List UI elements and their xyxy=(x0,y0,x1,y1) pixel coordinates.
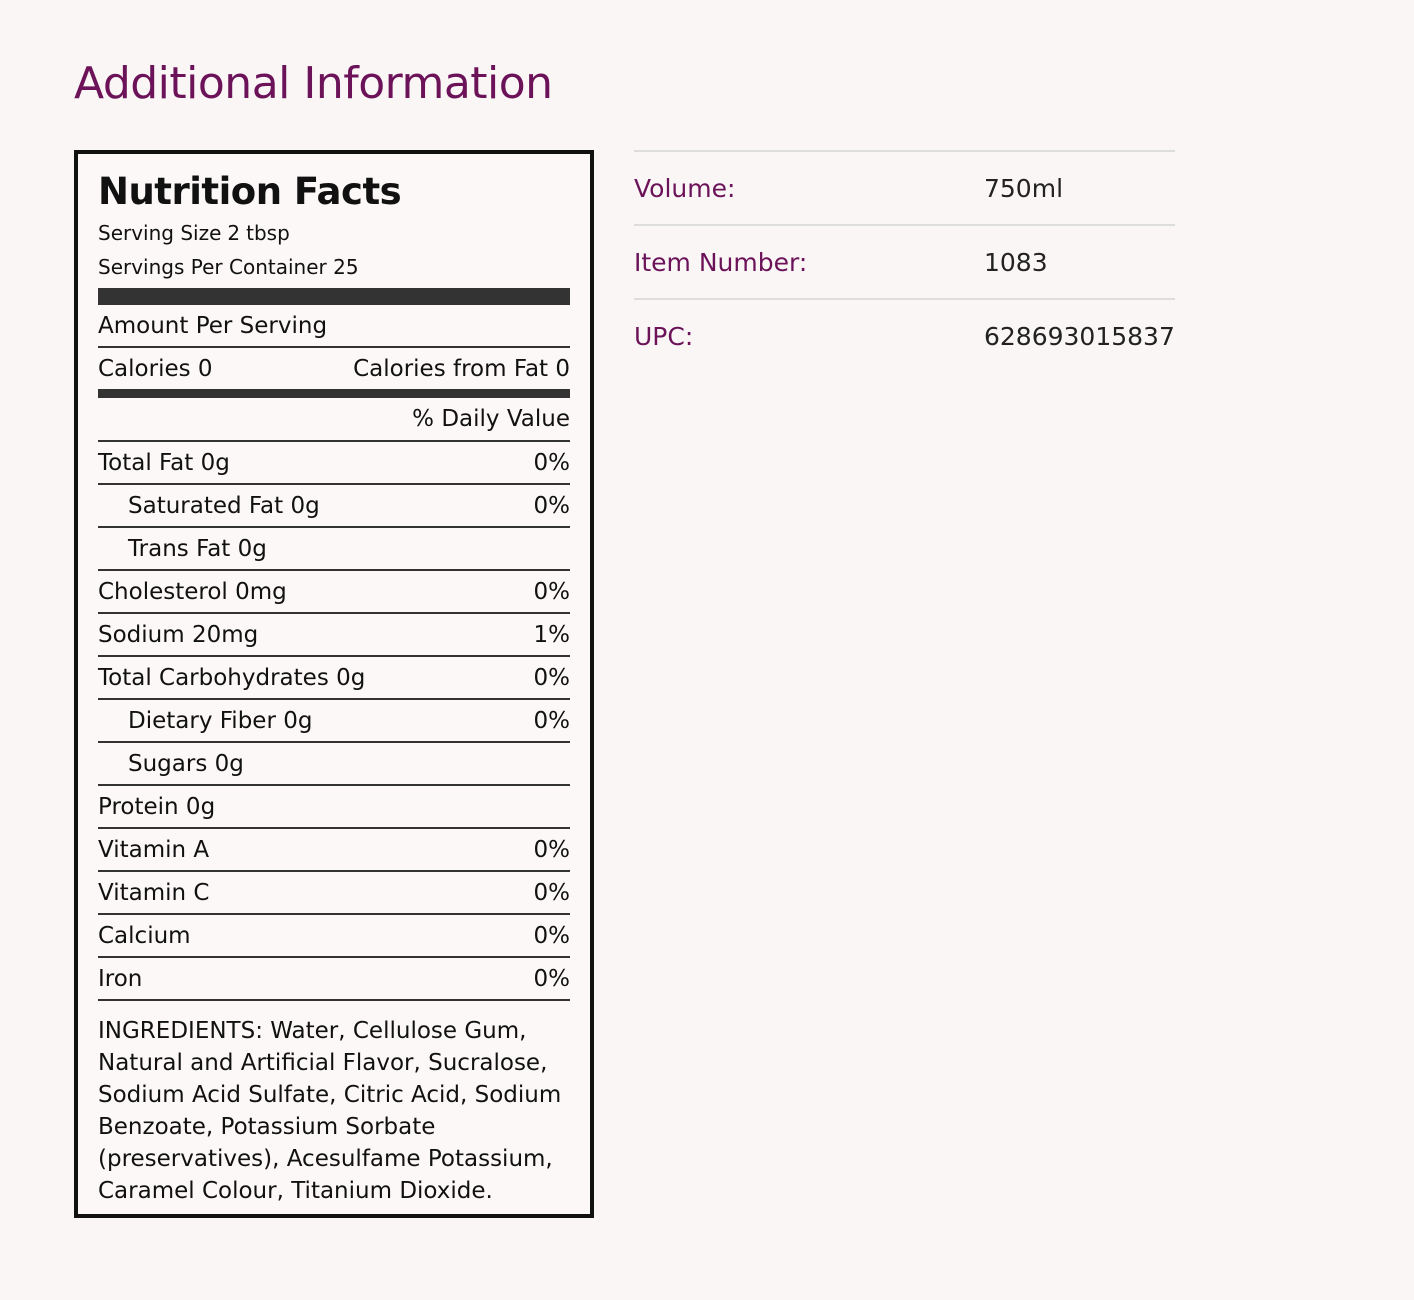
nutrient-row xyxy=(98,614,570,657)
nutrient-value: 0% xyxy=(533,922,570,949)
nutrient-label: Total Carbohydrates 0g xyxy=(98,664,366,691)
nutrient-label: Dietary Fiber 0g xyxy=(128,707,313,734)
nutrient-label: Sugars 0g xyxy=(128,750,244,777)
daily-value-header: % Daily Value xyxy=(412,406,570,432)
nutrient-value: 0% xyxy=(533,492,570,519)
nutrient-row xyxy=(98,915,570,958)
nutrient-label: Calcium xyxy=(98,922,191,949)
nutrient-row xyxy=(98,485,570,528)
nutrient-value: 1% xyxy=(533,621,570,648)
serving-size-label: Serving Size xyxy=(98,221,222,245)
servings-per-container: Servings Per Container 25 xyxy=(98,255,359,279)
info-value: 628693015837 xyxy=(984,321,1175,351)
serving-size-qty: 2 xyxy=(227,221,241,245)
info-row-upc xyxy=(634,300,1175,372)
page-title: Additional Information xyxy=(74,58,553,109)
nutrient-value: 0% xyxy=(533,879,570,906)
nutrient-value: 0% xyxy=(533,707,570,734)
calories-from-fat: Calories from Fat 0 xyxy=(353,355,570,382)
daily-value-header-row xyxy=(98,398,570,442)
nutrient-label: Saturated Fat 0g xyxy=(128,492,320,519)
info-row-item-number xyxy=(634,226,1175,300)
nutrient-value: 0% xyxy=(533,449,570,476)
nutrient-label: Vitamin A xyxy=(98,836,210,863)
info-label: Item Number: xyxy=(634,247,808,277)
nutrient-label: Sodium 20mg xyxy=(98,621,259,648)
serving-size xyxy=(98,216,570,250)
nutrient-row xyxy=(98,958,570,1001)
nutrient-row xyxy=(98,657,570,700)
nutrient-row xyxy=(98,442,570,485)
nutrient-row xyxy=(98,829,570,872)
nutrient-label: Trans Fat 0g xyxy=(128,535,267,562)
nutrient-row xyxy=(98,571,570,614)
calories: Calories 0 xyxy=(98,355,213,382)
nutrient-row xyxy=(98,872,570,915)
nutrition-facts-title: Nutrition Facts xyxy=(98,170,402,213)
nutrient-row xyxy=(98,700,570,743)
ingredients-text: INGREDIENTS: Water, Cellulose Gum, Natural and Artificial Flavor, Sucralose, Sodium Acid Sulfate, Citric Acid, Sodium Benzoate, Potassium Sorbate (preservatives), Acesulfame Potassium, Caramel Colour, Titanium Dioxide. xyxy=(98,1018,562,1204)
serving-size-unit: tbsp xyxy=(246,221,290,245)
thick-divider xyxy=(98,288,570,305)
nutrient-label: Vitamin C xyxy=(98,879,210,906)
info-label: Volume: xyxy=(634,173,736,203)
nutrient-value: 0% xyxy=(533,965,570,992)
info-value: 1083 xyxy=(984,247,1048,277)
nutrient-row xyxy=(98,743,570,786)
nutrient-label: Protein 0g xyxy=(98,793,216,820)
nutrition-facts-panel xyxy=(74,150,594,1218)
info-label: UPC: xyxy=(634,321,694,351)
amount-per-serving-row xyxy=(98,305,570,348)
nutrient-value: 0% xyxy=(533,578,570,605)
calories-row xyxy=(98,348,570,389)
medium-divider xyxy=(98,389,570,398)
nutrient-row xyxy=(98,528,570,571)
info-value: 750ml xyxy=(984,173,1064,203)
nutrient-label: Iron xyxy=(98,965,143,992)
product-info-table xyxy=(634,150,1175,372)
amount-per-serving: Amount Per Serving xyxy=(98,312,328,339)
nutrient-value: 0% xyxy=(533,664,570,691)
nutrient-row xyxy=(98,786,570,829)
info-row-volume xyxy=(634,152,1175,226)
nutrient-value: 0% xyxy=(533,836,570,863)
nutrient-label: Cholesterol 0mg xyxy=(98,578,287,605)
nutrient-label: Total Fat 0g xyxy=(98,449,230,476)
